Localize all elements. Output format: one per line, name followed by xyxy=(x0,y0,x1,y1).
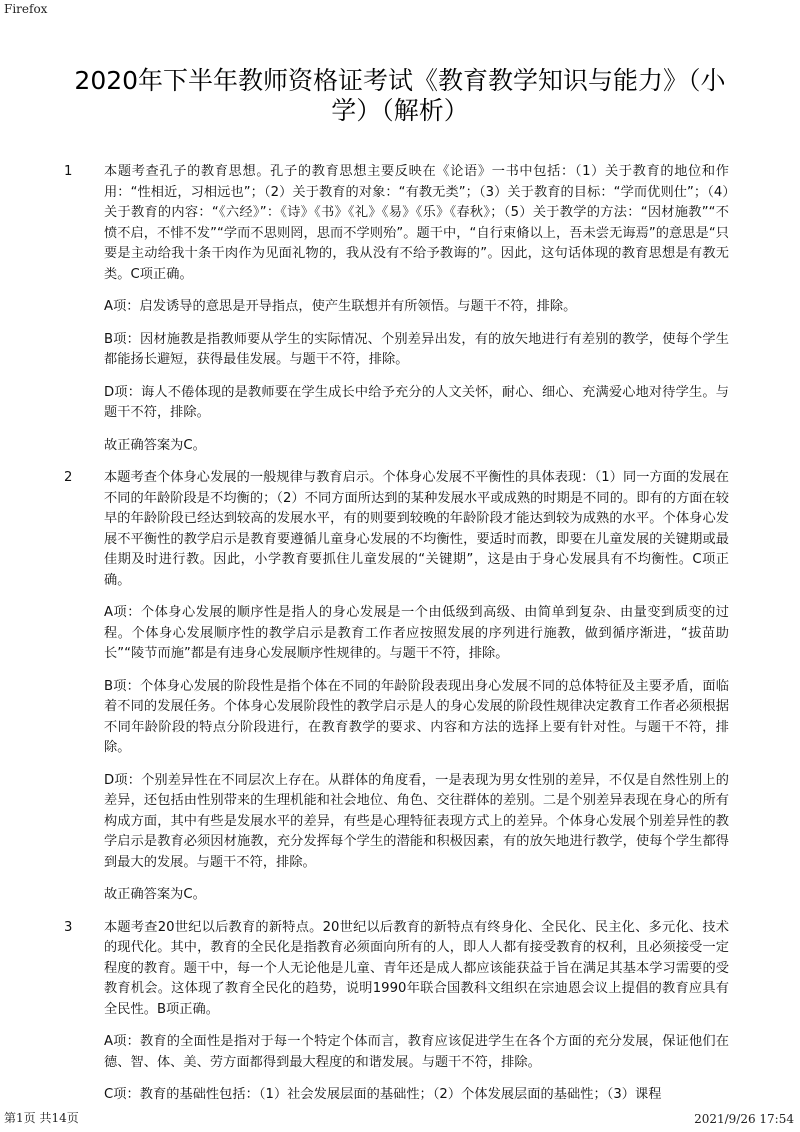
option-analysis-b: B项：个体身心发展的阶段性是指个体在不同的年龄阶段表现出身心发展不同的总体特征及主要矛盾，面临着不同的发展任务。个体身心发展阶段性的教学启示是人的身心发展的阶段性规律决定教育工作者必须根据不同年龄阶段的特点分阶段进行，在教育教学的要求、内容和方法的选择上要有针对性。与题干不符，排除。 xyxy=(104,678,729,755)
question-explanation: 本题考查个体身心发展的一般规律与教育启示。个体身心发展不平衡性的具体表现：（1）同一方面的发展在不同的年龄阶段是不均衡的；（2）不同方面所达到的某种发展水平或成熟的时期是不同的。即有的方面在较早的年龄阶段已经达到较高的发展水平，有的则要到较晚的年龄阶段才能达到较为成熟的水平。个体身心发展不平衡性的教学启示是教育要遵循儿童身心发展的不均衡性，要适时而教，即要在儿童发展的关键期或最佳期及时进行教。因此，小学教育要抓住儿童发展的“关键期”，这是由于身心发展具有不均衡性。C项正确。 xyxy=(104,470,729,588)
option-analysis-a: A项：个体身心发展的顺序性是指人的身心发展是一个由低级到高级、由简单到复杂、由量变到质变的过程。个体身心发展顺序性的教学启示是教育工作者应按照发展的序列进行施教，做到循序渐进，“拔苗助长”“陵节而施”都是有违身心发展顺序性规律的。与题干不符，排除。 xyxy=(104,605,729,661)
answer-line: 故正确答案为C。 xyxy=(104,437,206,453)
print-timestamp: 2021/9/26 17:54 xyxy=(694,1112,794,1126)
option-analysis-a: A项：教育的全面性是指对于每一个特定个体而言，教育应该促进学生在各个方面的充分发展，保证他们在德、智、体、美、劳方面都得到最大程度的和谐发展。与题干不符，排除。 xyxy=(104,1034,729,1070)
option-analysis-d: D项：诲人不倦体现的是教师要在学生成长中给予充分的人文关怀，耐心、细心、充满爱心地对待学生。与题干不符，排除。 xyxy=(104,384,729,420)
question-explanation: 本题考查20世纪以后教育的新特点。20世纪以后教育的新特点有终身化、全民化、民主化、多元化、技术的现代化。其中，教育的全民化是指教育必须面向所有的人，即人人都有接受教育的权利，且必须接受一定程度的教育。题干中，每一个人无论他是儿童、青年还是成人都应该能获益于旨在满足其基本学习需要的受教育机会。这体现了教育全民化的趋势，说明1990年联合国教科文组织在宗迪恩会议上提倡的教育应具有全民性。B项正确。 xyxy=(104,919,729,1017)
document-title: 2020年下半年教师资格证考试《教育教学知识与能力》（小学）（解析） xyxy=(74,66,726,125)
browser-app-name: Firefox xyxy=(4,2,48,16)
document-body xyxy=(0,162,800,1118)
question-1 xyxy=(0,162,800,456)
question-explanation: 本题考查孔子的教育思想。孔子的教育思想主要反映在《论语》一书中包括：（1）关于教育的地位和作用：“性相近，习相远也”；（2）关于教育的对象：“有教无类”；（3）关于教育的目标：“学而优则仕”；（4）关于教育的内容：“《六经》”：《诗》《书》《礼》《易》《乐》《春秋》；（5）关于教学的方法：“因材施教”“不愤不启，不悱不发”“学而不思则罔，思而不学则殆”。题干中，“自行束脩以上，吾未尝无诲焉”的意思是“只要是主动给我十条干肉作为见面礼物的，我从没有不给予教诲的”。因此，这句话体现的教育思想是有教无类。C项正确。 xyxy=(104,164,729,282)
question-number: 3 xyxy=(64,919,73,935)
question-number: 2 xyxy=(64,470,73,485)
answer-line: 故正确答案为C。 xyxy=(104,887,206,902)
question-3 xyxy=(0,918,800,1106)
option-analysis-d: D项：个别差异性在不同层次上存在。从群体的角度看，一是表现为男女性别的差异，不仅是自然性别上的差异，还包括由性别带来的生理机能和社会地位、角色、交往群体的差别。二是个别差异表现在身心的所有构成方面，其中有些是发展水平的差异，有些是心理特征表现方式上的差异。个体身心发展个别差异性的教学启示是教育必须因材施教，充分发挥每个学生的潜能和积极因素，有的放矢地进行教学，使每个学生都得到最大的发展。与题干不符，排除。 xyxy=(104,772,729,870)
option-analysis-b: B项：因材施教是指教师要从学生的实际情况、个别差异出发，有的放矢地进行有差别的教学，使每个学生都能扬长避短，获得最佳发展。与题干不符，排除。 xyxy=(104,331,729,367)
page-indicator: 第1页 共14页 xyxy=(4,1111,79,1125)
question-2 xyxy=(0,468,800,906)
option-analysis-a: A项：启发诱导的意思是开导指点，使产生联想并有所领悟。与题干不符，排除。 xyxy=(104,299,577,314)
option-analysis-c: C项：教育的基础性包括：（1）社会发展层面的基础性；（2）个体发展层面的基础性；（3）课程 xyxy=(104,1087,662,1102)
question-number: 1 xyxy=(64,164,73,179)
